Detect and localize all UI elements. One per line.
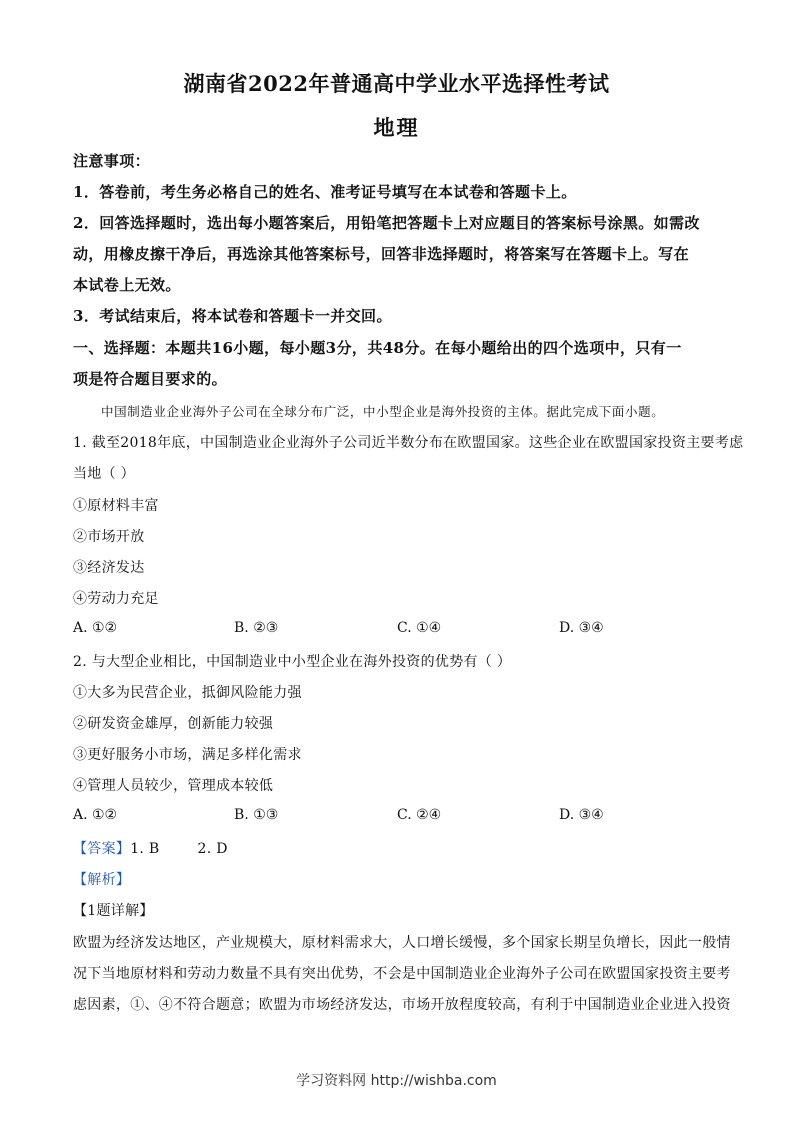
notice-item-2-line-3: 本试卷上无效。 xyxy=(73,276,181,294)
q1-item: ③经济发达 xyxy=(73,560,145,576)
analysis-paragraph-line-1: 欧盟为经济发达地区，产业规模大，原材料需求大，人口增长缓慢，多个国家长期呈负增长，因此一般情 xyxy=(73,935,731,951)
section-heading-line-2: 项是符合题目要求的。 xyxy=(73,370,228,388)
q2-item: ②研发资金雄厚，创新能力较强 xyxy=(73,716,274,732)
q1-stem-line-1: 1. 截至2018年底，中国制造业企业海外子公司近半数分布在欧盟国家。这些企业在欧盟国家投资主要考虑 xyxy=(73,435,744,451)
page-title: 湖南省2022年普通高中学业水平选择性考试 xyxy=(183,71,610,96)
analysis-detail-label: 【1题详解】 xyxy=(73,903,154,919)
q1-item: ④劳动力充足 xyxy=(73,591,159,607)
q1-stem-line-2: 当地（ ） xyxy=(73,466,135,482)
notice-item-2-line-1: 2．回答选择题时，选出每小题答案后，用铅笔把答题卡上对应题目的答案标号涂黑。如需改 xyxy=(73,214,700,232)
q2-option-a: A. ①② xyxy=(73,807,118,823)
answer-text: 1. B 2. D xyxy=(130,841,228,857)
q2-option-d: D. ③④ xyxy=(559,807,604,823)
notice-item-3: 3．考试结束后，将本试卷和答题卡一并交回。 xyxy=(73,307,392,325)
answer-label: 【答案】 xyxy=(73,841,131,857)
analysis-label: 【解析】 xyxy=(73,872,131,888)
q1-item: ②市场开放 xyxy=(73,529,145,545)
subject-title: 地理 xyxy=(373,115,420,140)
q2-item: ①大多为民营企业，抵御风险能力强 xyxy=(73,685,302,701)
q1-option-d: D. ③④ xyxy=(559,620,604,636)
footer-watermark: 学习资料网 http://wishba.com xyxy=(296,1073,497,1089)
q2-option-c: C. ②④ xyxy=(397,807,442,823)
q2-stem: 2. 与大型企业相比，中国制造业中小型企业在海外投资的优势有（ ） xyxy=(73,654,512,670)
q1-option-c: C. ①④ xyxy=(397,620,442,636)
notice-item-2-line-2: 动，用橡皮擦干净后，再选涂其他答案标号，回答非选择题时，将答案写在答题卡上。写在 xyxy=(73,245,690,263)
analysis-paragraph-line-3: 虑因素，①、④不符合题意；欧盟为市场经济发达，市场开放程度较高，有利于中国制造业企业进入投资 xyxy=(73,997,731,1013)
q2-option-b: B. ①③ xyxy=(234,807,279,823)
q1-option-a: A. ①② xyxy=(73,620,118,636)
answer-line xyxy=(73,838,723,858)
material-intro: 中国制造业企业海外子公司在全球分布广泛，中小型企业是海外投资的主体。据此完成下面小题。 xyxy=(101,404,665,419)
notice-heading: 注意事项： xyxy=(73,152,151,170)
notice-item-1: 1．答卷前，考生务必格自己的姓名、准考证号填写在本试卷和答题卡上。 xyxy=(73,183,577,201)
section-heading-line-1: 一、选择题：本题共16小题，每小题3分，共48分。在每小题给出的四个选项中，只有一 xyxy=(73,339,682,357)
q2-item: ③更好服务小市场，满足多样化需求 xyxy=(73,747,302,763)
q1-item: ①原材料丰富 xyxy=(73,498,159,514)
q2-item: ④管理人员较少，管理成本较低 xyxy=(73,778,274,794)
q1-option-b: B. ②③ xyxy=(234,620,279,636)
analysis-paragraph-line-2: 况下当地原材料和劳动力数量不具有突出优势，不会是中国制造业企业海外子公司在欧盟国家投资主要考 xyxy=(73,966,731,982)
